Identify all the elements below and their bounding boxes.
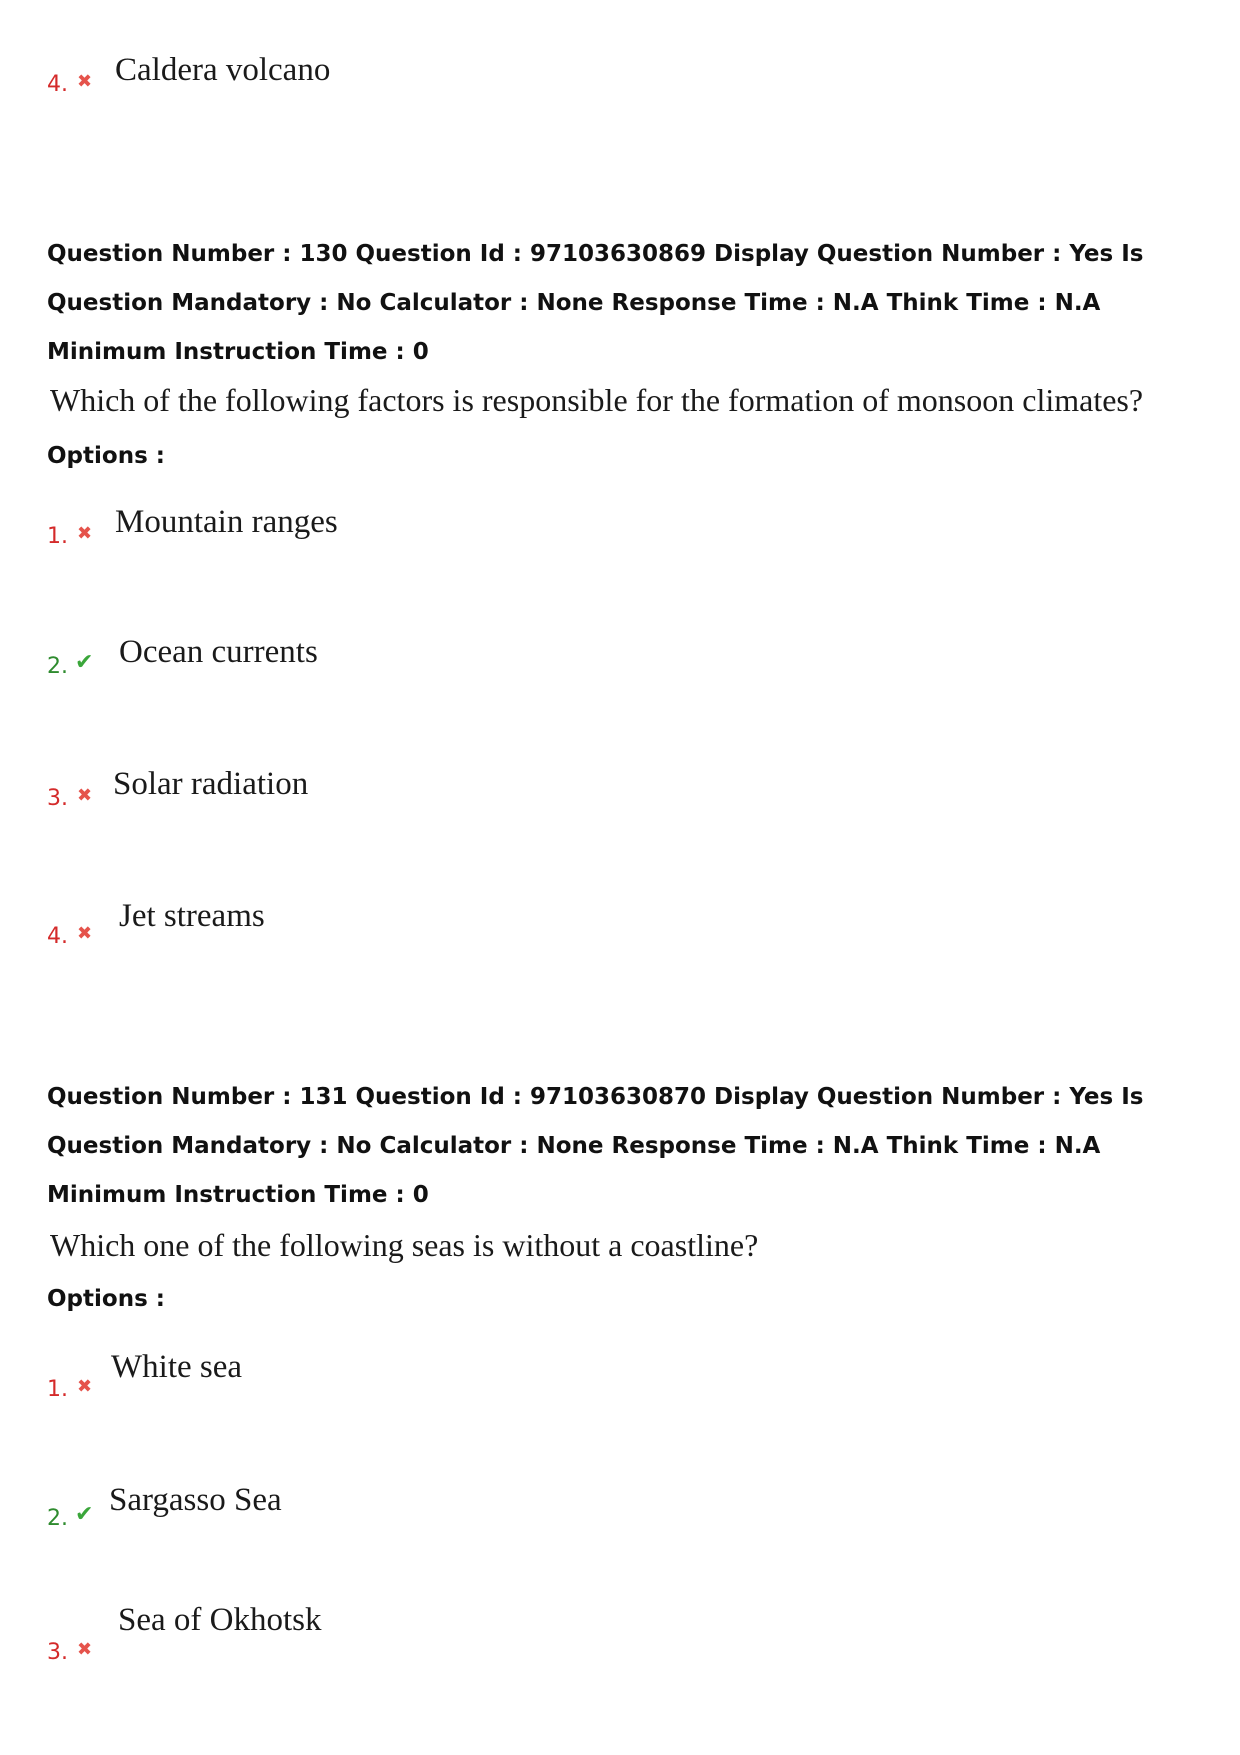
question-text: Which of the following factors is responsible for the formation of monsoon climates? (50, 382, 1144, 418)
option-number: 1. (47, 1377, 68, 1402)
cross-icon: ✖ (77, 1376, 93, 1397)
option-text: Sea of Okhotsk (118, 1602, 322, 1638)
option-text: Jet streams (119, 898, 265, 934)
cross-icon: ✖ (77, 523, 93, 544)
cross-icon: ✖ (77, 71, 93, 92)
option-number: 2. (47, 1506, 68, 1531)
question-meta: Question Number : 130 Question Id : 97103630869 Display Question Number : Yes Is Question Mandatory : No Calculator : None Response Time : N.A Think Time : N.A Minimum Instruction Time : 0 (47, 241, 1144, 365)
question-meta: Question Number : 131 Question Id : 97103630870 Display Question Number : Yes Is Question Mandatory : No Calculator : None Response Time : N.A Think Time : N.A Minimum Instruction Time : 0 (47, 1084, 1144, 1208)
check-icon: ✔ (75, 1502, 94, 1527)
options-label: Options : (47, 1286, 165, 1312)
option-number: 1. (47, 524, 68, 549)
option-text: Sargasso Sea (109, 1482, 282, 1518)
option-number: 2. (47, 654, 68, 679)
option-text: Caldera volcano (115, 52, 331, 88)
cross-icon: ✖ (77, 785, 93, 806)
option-text: Solar radiation (113, 766, 309, 802)
option-text: Mountain ranges (115, 504, 338, 540)
option-number: 3. (47, 1640, 68, 1665)
option-number: 4. (47, 924, 68, 949)
options-label: Options : (47, 443, 165, 469)
option-text: White sea (111, 1349, 243, 1385)
option-number: 4. (47, 72, 68, 97)
question-text: Which one of the following seas is without a coastline? (50, 1227, 759, 1263)
check-icon: ✔ (75, 650, 94, 675)
option-text: Ocean currents (119, 634, 318, 670)
option-number: 3. (47, 786, 68, 811)
cross-icon: ✖ (77, 1639, 93, 1660)
cross-icon: ✖ (77, 923, 93, 944)
